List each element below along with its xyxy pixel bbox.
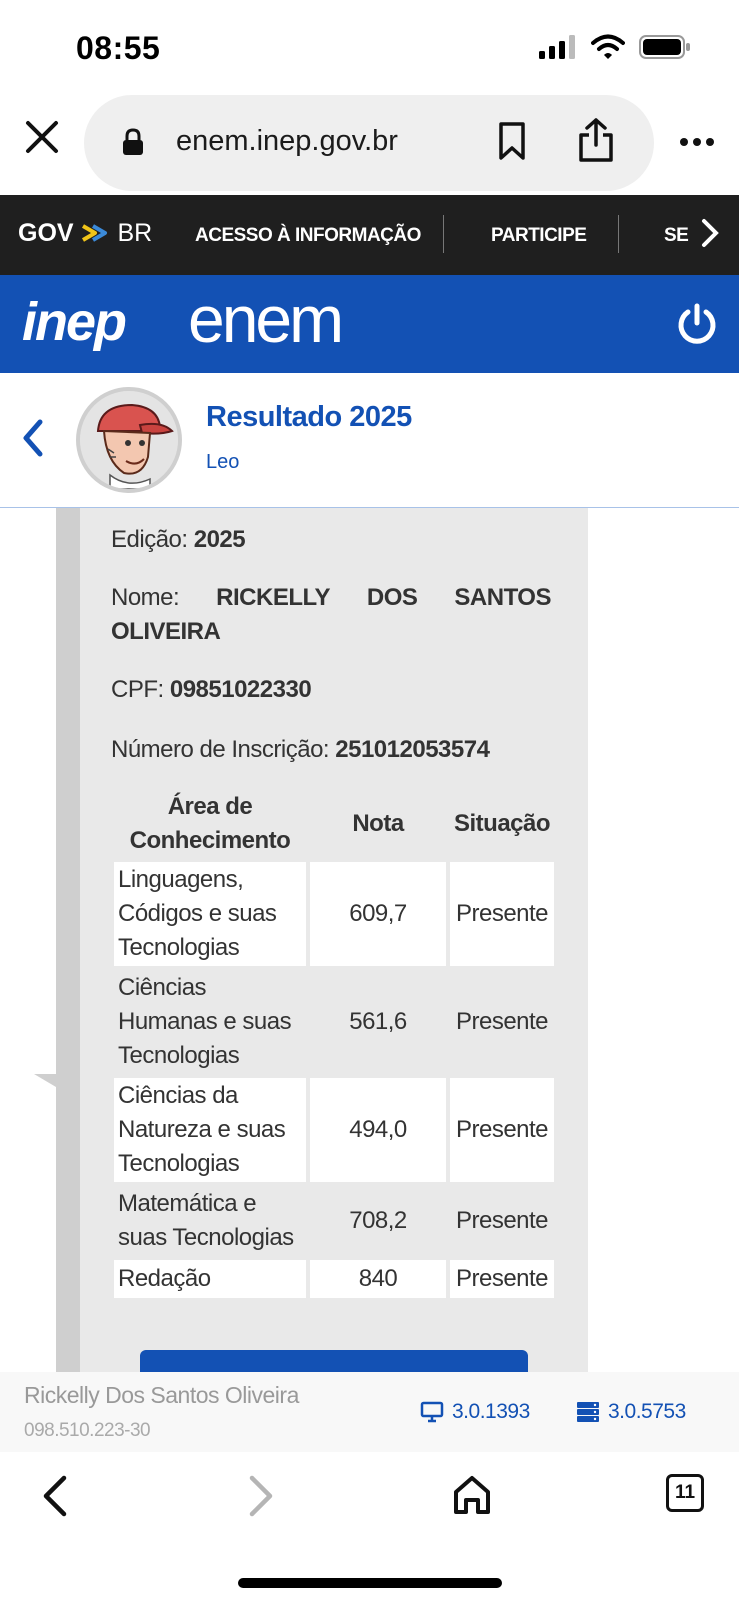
card-rail bbox=[56, 508, 80, 1372]
table-row-3-situacao bbox=[450, 1078, 554, 1182]
share-icon[interactable] bbox=[576, 117, 616, 163]
situacao-value: Presente bbox=[455, 1265, 549, 1292]
cpf-value: 09851022330 bbox=[169, 676, 312, 703]
server-icon bbox=[576, 1401, 600, 1423]
power-icon[interactable] bbox=[676, 303, 718, 345]
column-header-area bbox=[114, 790, 306, 858]
chevron-left-icon[interactable] bbox=[20, 418, 46, 458]
situacao-value: Presente bbox=[455, 1207, 549, 1234]
inscricao-label: Número de Inscrição: bbox=[111, 736, 330, 763]
enem-logo[interactable]: enem bbox=[188, 282, 342, 356]
footer-user-cpf: 098.510.223-30 bbox=[24, 1420, 151, 1441]
nota-value: 561,6 bbox=[349, 1008, 407, 1035]
table-row-1-nota bbox=[310, 862, 446, 966]
header-area-line1: Área de bbox=[167, 793, 253, 820]
br-logo-text: BR bbox=[117, 219, 153, 247]
status-bar bbox=[0, 0, 739, 95]
table-row-4-situacao bbox=[450, 1186, 554, 1256]
battery-icon bbox=[639, 34, 691, 60]
nav-acesso-informacao[interactable]: ACESSO À INFORMAÇÃO bbox=[195, 225, 421, 246]
table-row-2-area bbox=[114, 970, 306, 1074]
area-line: Redação bbox=[118, 1265, 211, 1292]
nav-servicos-truncated[interactable]: SE bbox=[664, 225, 689, 246]
field-nome bbox=[111, 584, 551, 612]
area-line: Natureza e suas bbox=[118, 1116, 286, 1143]
nome-word-1: RICKELLY bbox=[216, 584, 330, 611]
nota-value: 708,2 bbox=[349, 1207, 407, 1234]
browser-address-bar bbox=[0, 95, 739, 195]
tabs-button[interactable]: 11 bbox=[666, 1474, 704, 1512]
gov-br-logo[interactable] bbox=[18, 219, 152, 248]
table-row-2-situacao bbox=[450, 970, 554, 1074]
area-line: suas Tecnologias bbox=[118, 1224, 294, 1251]
situacao-value: Presente bbox=[455, 900, 549, 927]
page-header bbox=[0, 373, 739, 508]
area-line: Tecnologias bbox=[118, 1042, 240, 1069]
divider bbox=[443, 215, 444, 253]
field-inscricao bbox=[111, 736, 489, 764]
backend-version bbox=[576, 1400, 686, 1424]
monitor-icon bbox=[420, 1401, 444, 1423]
divider bbox=[618, 215, 619, 253]
table-row-1-area bbox=[114, 862, 306, 966]
column-header-nota: Nota bbox=[352, 810, 404, 837]
area-line: Ciências bbox=[118, 974, 207, 1001]
area-line: Humanas e suas bbox=[118, 1008, 292, 1035]
page-title: Resultado 2025 bbox=[206, 401, 412, 433]
gov-br-bar bbox=[0, 195, 739, 275]
frontend-version-text: 3.0.1393 bbox=[452, 1400, 530, 1423]
result-card bbox=[80, 508, 588, 1372]
back-arrow-icon[interactable] bbox=[40, 1474, 70, 1518]
card-notch bbox=[34, 1074, 56, 1087]
url-field[interactable] bbox=[84, 95, 654, 191]
column-header-situacao: Situação bbox=[453, 810, 551, 837]
gov-br-arrow-icon bbox=[81, 223, 111, 243]
footer-user-name: Rickelly Dos Santos Oliveira bbox=[24, 1382, 299, 1408]
area-line: Tecnologias bbox=[118, 1150, 240, 1177]
status-time: 08:55 bbox=[76, 30, 161, 66]
browser-bottom-toolbar bbox=[0, 1452, 739, 1600]
edicao-label: Edição: bbox=[111, 526, 188, 553]
home-icon[interactable] bbox=[452, 1474, 492, 1516]
lock-icon bbox=[122, 128, 144, 156]
table-row-4-nota bbox=[310, 1186, 446, 1256]
field-nome-line2 bbox=[111, 618, 220, 646]
wifi-icon bbox=[591, 34, 625, 60]
action-button-partial[interactable] bbox=[140, 1350, 528, 1372]
frontend-version bbox=[420, 1400, 530, 1424]
inscricao-value: 251012053574 bbox=[335, 736, 490, 763]
nav-participe[interactable]: PARTICIPE bbox=[491, 225, 587, 246]
table-row-1-situacao bbox=[450, 862, 554, 966]
table-row-5-nota bbox=[310, 1260, 446, 1298]
inep-enem-header bbox=[0, 275, 739, 373]
page-subtitle: Leo bbox=[206, 451, 240, 473]
forward-arrow-icon[interactable] bbox=[246, 1474, 276, 1518]
edicao-value: 2025 bbox=[193, 526, 246, 553]
table-row-4-area bbox=[114, 1186, 306, 1256]
table-row-2-nota bbox=[310, 970, 446, 1074]
nota-value: 494,0 bbox=[349, 1116, 407, 1143]
nome-label: Nome: bbox=[111, 584, 180, 611]
nome-line-2: OLIVEIRA bbox=[111, 618, 221, 645]
table-row-5-situacao bbox=[450, 1260, 554, 1298]
field-cpf bbox=[111, 676, 311, 704]
url-text: enem.inep.gov.br bbox=[176, 125, 398, 157]
area-line: Linguagens, bbox=[118, 866, 244, 893]
avatar bbox=[76, 387, 182, 493]
situacao-value: Presente bbox=[455, 1116, 549, 1143]
table-row-3-area bbox=[114, 1078, 306, 1182]
backend-version-text: 3.0.5753 bbox=[608, 1400, 686, 1423]
area-line: Matemática e bbox=[118, 1190, 257, 1217]
close-icon[interactable] bbox=[22, 117, 62, 157]
user-footer bbox=[0, 1372, 739, 1452]
cartoon-avatar-illustration bbox=[80, 391, 178, 489]
nota-value: 840 bbox=[358, 1265, 398, 1292]
bookmark-icon[interactable] bbox=[496, 121, 528, 161]
status-icons bbox=[539, 34, 691, 60]
inep-logo[interactable]: inep bbox=[22, 292, 126, 352]
table-row-5-area bbox=[114, 1260, 306, 1298]
area-line: Ciências da bbox=[118, 1082, 238, 1109]
field-edicao bbox=[111, 526, 245, 554]
area-line: Códigos e suas bbox=[118, 900, 277, 927]
result-content bbox=[0, 508, 739, 1372]
header-area-line2: Conhecimento bbox=[129, 827, 291, 854]
gov-logo-text: GOV bbox=[18, 219, 74, 247]
nome-word-3: SANTOS bbox=[454, 584, 551, 611]
situacao-value: Presente bbox=[455, 1008, 549, 1035]
nome-word-2: DOS bbox=[366, 584, 418, 611]
more-icon[interactable] bbox=[680, 137, 714, 147]
cpf-label: CPF: bbox=[111, 676, 164, 703]
nota-value: 609,7 bbox=[349, 900, 407, 927]
chevron-right-icon[interactable] bbox=[700, 217, 722, 249]
home-indicator bbox=[238, 1578, 502, 1588]
table-row-3-nota bbox=[310, 1078, 446, 1182]
cellular-signal-icon bbox=[539, 35, 577, 59]
area-line: Tecnologias bbox=[118, 934, 240, 961]
